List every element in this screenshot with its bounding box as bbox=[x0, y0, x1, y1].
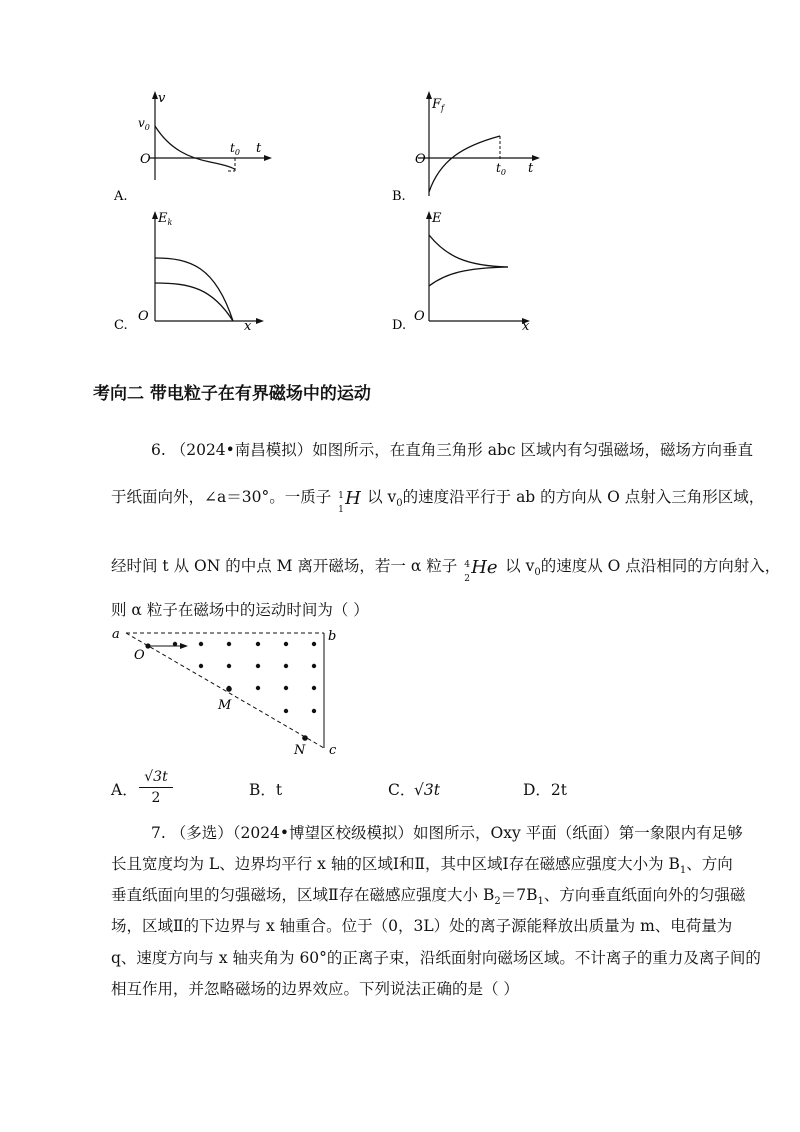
q7-line-3: 垂直纸面向里的匀强磁场，区域Ⅱ存在磁感应强度大小 $B_2=7B_1$、方向垂直纸面向外的匀强磁 bbox=[111, 886, 746, 908]
origin-label: O bbox=[414, 309, 425, 324]
graph-a bbox=[110, 88, 280, 206]
origin-label: O bbox=[140, 152, 151, 167]
q7-line-5: q、速度方向与 x 轴夹角为 60°的正离子束，沿纸面射向磁场区域。不计离子的重力及离子间的 bbox=[111, 949, 761, 967]
option-a-fraction: √3t 2 bbox=[139, 767, 173, 808]
option-b-label: B. bbox=[392, 189, 406, 204]
axis-label-ek: $E_k$ bbox=[158, 211, 173, 227]
q7-line-2: 长且宽度均为 L、边界均平行 x 轴的区域Ⅰ和Ⅱ，其中区域Ⅰ存在磁感应强度大小为 $B_1$、方向 bbox=[111, 855, 733, 877]
option-c-value: √3t bbox=[414, 781, 440, 799]
point-n bbox=[302, 735, 308, 741]
axis-label-ff: $F_f$ bbox=[432, 97, 444, 113]
v0-label: $v_0$ bbox=[138, 116, 150, 132]
axis-label-t: t bbox=[256, 141, 262, 156]
option-c-label: C． bbox=[388, 781, 416, 799]
point-m bbox=[226, 686, 232, 692]
vertex-b-label: b bbox=[328, 629, 337, 644]
q7-line-4: 场，区域Ⅱ的下边界与 x 轴重合。位于（0，3L）处的离子源能释放出质量为 m、电荷量为 bbox=[111, 917, 733, 935]
option-c-label: C. bbox=[114, 318, 128, 333]
point-o-label: O bbox=[134, 648, 145, 663]
t0-label: $t_0$ bbox=[496, 161, 506, 177]
t0-label: $t_0$ bbox=[230, 141, 240, 157]
point-o bbox=[145, 643, 150, 648]
triangle-field-figure bbox=[108, 622, 348, 760]
vertex-a-label: a bbox=[112, 627, 120, 642]
origin-label: O bbox=[138, 309, 149, 324]
isotope-he: 4 2 He bbox=[464, 557, 498, 584]
axis-label-x: x bbox=[244, 319, 252, 334]
q6-line-4: 则 α 粒子在磁场中的运动时间为（ ） bbox=[111, 601, 369, 619]
graph-d bbox=[388, 208, 558, 336]
option-d: D．2t bbox=[523, 781, 568, 799]
q6-line-3: 经时间 t 从 ON 的中点 M 离开磁场，若一 α 粒子 4 2 He 以 $v_0$的速度从 O 点沿相同的方向射入， bbox=[111, 557, 781, 584]
field-dots bbox=[173, 642, 316, 713]
point-m-label: M bbox=[218, 698, 232, 713]
axis-label-t: t bbox=[528, 161, 534, 176]
q6-line-1: 6. （2024•南昌模拟）如图所示，在直角三角形 abc 区域内有匀强磁场，磁场方向垂直 bbox=[151, 441, 754, 459]
q7-line-1: 7. （多选）（2024•博望区校级模拟）如图所示，Oxy 平面（纸面）第一象限内有足够 bbox=[151, 824, 743, 842]
q7-line-6: 相互作用，并忽略磁场的边界效应。下列说法正确的是（ ） bbox=[111, 980, 519, 998]
q6-options bbox=[111, 767, 631, 811]
axis-label-v: v bbox=[158, 91, 166, 106]
axis-label-e: E bbox=[432, 211, 442, 226]
q6-line-2: 于纸面向外，∠a＝30°。一质子 1 1 H 以 $v_0$的速度沿平行于 ab 的方向从 O 点射入三角形区域， bbox=[111, 488, 765, 515]
vertex-c-label: c bbox=[329, 743, 337, 758]
graph-c bbox=[110, 208, 280, 336]
section-heading: 考向二 带电粒子在有界磁场中的运动 bbox=[93, 384, 371, 404]
graph-b bbox=[388, 88, 558, 206]
origin-label: O bbox=[415, 152, 426, 167]
option-d-label: D. bbox=[392, 318, 407, 333]
option-a-label: A． bbox=[111, 781, 138, 799]
option-a-label: A. bbox=[114, 189, 128, 204]
point-n-label: N bbox=[294, 743, 306, 758]
axis-label-x: x bbox=[522, 319, 530, 334]
isotope-h: 1 1 H bbox=[338, 488, 361, 515]
option-b: B．t bbox=[249, 781, 283, 799]
